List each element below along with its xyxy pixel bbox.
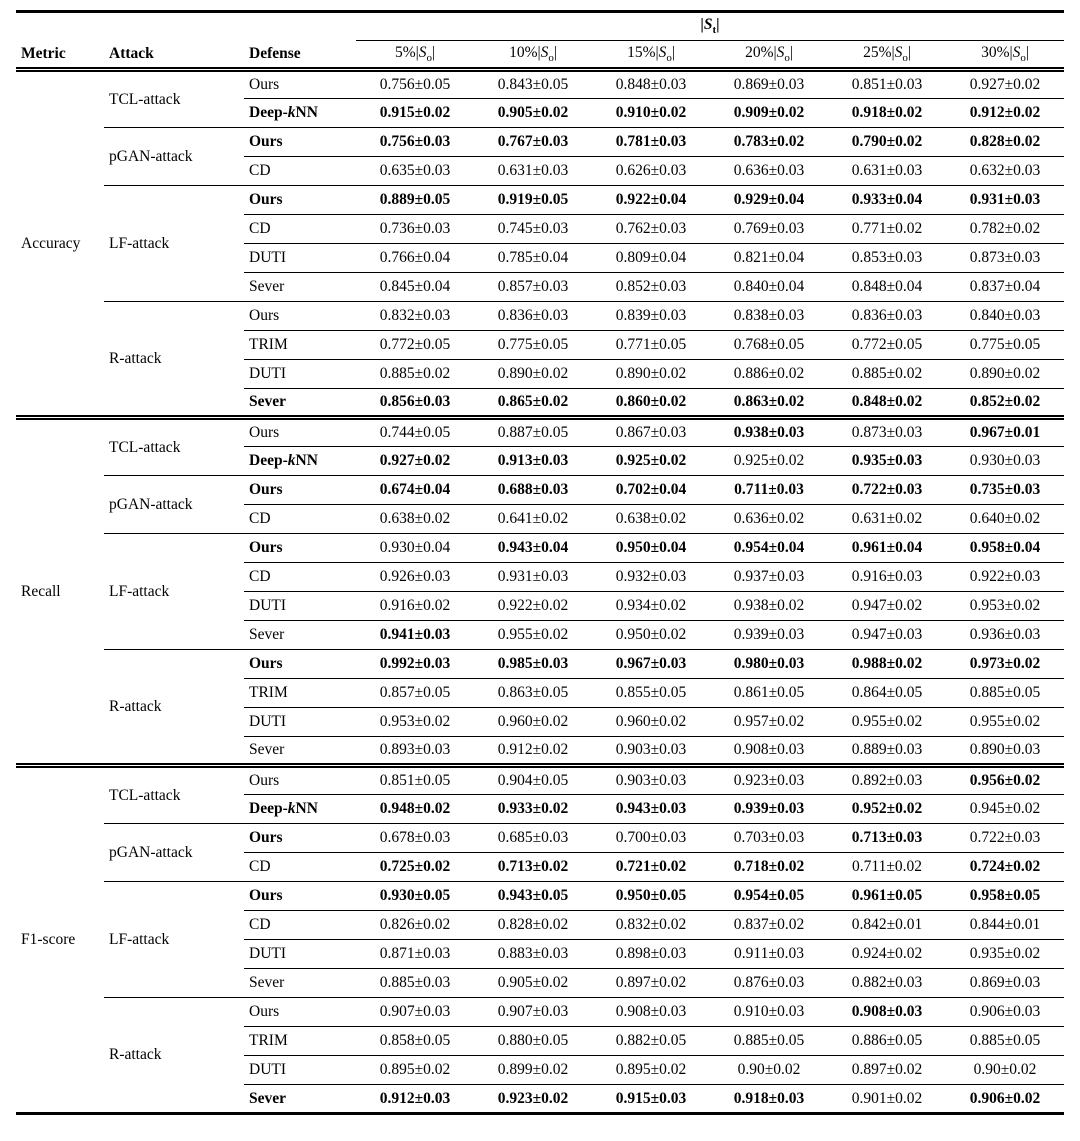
defense-label: DUTI <box>244 592 356 621</box>
value-cell: 0.924±0.02 <box>828 940 946 969</box>
value-cell: 0.852±0.02 <box>946 389 1064 418</box>
value-cell: 0.961±0.05 <box>828 882 946 911</box>
value-cell: 0.930±0.03 <box>946 447 1064 476</box>
value-cell: 0.922±0.03 <box>946 563 1064 592</box>
value-cell: 0.725±0.02 <box>356 853 474 882</box>
value-cell: 0.711±0.03 <box>710 476 828 505</box>
value-cell: 0.890±0.02 <box>592 360 710 389</box>
value-cell: 0.636±0.02 <box>710 505 828 534</box>
metric-column-header: Metric <box>16 41 104 70</box>
table-row <box>16 418 1064 447</box>
value-cell: 0.956±0.02 <box>946 766 1064 795</box>
value-cell: 0.935±0.02 <box>946 940 1064 969</box>
defense-label: Ours <box>249 76 280 93</box>
defense-column-header: Defense <box>244 41 356 70</box>
value-cell: 0.636±0.03 <box>710 157 828 186</box>
value-cell: 0.922±0.02 <box>474 592 592 621</box>
attack-label: TCL-attack <box>109 90 181 108</box>
value-cell: 0.864±0.05 <box>828 679 946 708</box>
defense-label: Ours <box>244 418 356 447</box>
value-cell: 0.936±0.03 <box>946 621 1064 650</box>
value-cell: 0.933±0.04 <box>828 186 946 215</box>
defense-label: DUTI <box>244 1056 356 1085</box>
value-cell: 0.958±0.05 <box>946 882 1064 911</box>
value-cell: 0.869±0.03 <box>733 76 805 93</box>
table-row <box>16 650 1064 679</box>
value-cell: 0.930±0.04 <box>356 534 474 563</box>
value-cell: 0.943±0.05 <box>474 882 592 911</box>
value-cell: 0.735±0.03 <box>946 476 1064 505</box>
value-cell: 0.839±0.03 <box>592 302 710 331</box>
value-cell: 0.828±0.02 <box>474 911 592 940</box>
value-cell: 0.869±0.03 <box>946 969 1064 998</box>
value-cell: 0.635±0.03 <box>356 157 474 186</box>
value-cell: 0.955±0.02 <box>474 621 592 650</box>
table-row <box>16 824 1064 853</box>
value-cell: 0.947±0.03 <box>828 621 946 650</box>
value-cell: 0.885±0.02 <box>356 360 474 389</box>
value-cell: 0.912±0.02 <box>474 737 592 766</box>
table-row <box>16 302 1064 331</box>
table-header <box>16 12 1064 70</box>
value-cell: 0.922±0.04 <box>592 186 710 215</box>
defense-label: Deep-kNN <box>244 99 356 128</box>
value-cell: 0.744±0.05 <box>356 418 474 447</box>
defense-label: CD <box>244 505 356 534</box>
value-cell: 0.688±0.03 <box>474 476 592 505</box>
so-column-header-4: $25\%|S_o|$ <box>828 41 946 70</box>
defense-label: Ours <box>244 302 356 331</box>
defense-label: TRIM <box>244 331 356 360</box>
value-cell: 0.724±0.02 <box>946 853 1064 882</box>
value-cell: 0.631±0.03 <box>474 157 592 186</box>
defense-label: CD <box>244 853 356 882</box>
value-cell: 0.702±0.04 <box>592 476 710 505</box>
value-cell: 0.903±0.03 <box>592 766 710 795</box>
value-cell: 0.948±0.02 <box>356 795 474 824</box>
value-cell: 0.772±0.05 <box>356 331 474 360</box>
value-cell: 0.775±0.05 <box>474 331 592 360</box>
value-cell: 0.832±0.02 <box>592 911 710 940</box>
value-cell: 0.934±0.02 <box>592 592 710 621</box>
value-cell: 0.766±0.04 <box>356 244 474 273</box>
value-cell: 0.901±0.02 <box>828 1085 946 1114</box>
table-row <box>16 534 1064 563</box>
defense-label: CD <box>244 911 356 940</box>
table-row <box>16 882 1064 911</box>
value-cell: 0.918±0.03 <box>710 1085 828 1114</box>
value-cell: 0.882±0.03 <box>828 969 946 998</box>
value-cell: 0.925±0.02 <box>592 447 710 476</box>
value-cell: 0.785±0.04 <box>474 244 592 273</box>
value-cell: 0.960±0.02 <box>592 708 710 737</box>
value-cell: 0.90±0.02 <box>710 1056 828 1085</box>
value-cell: 0.952±0.02 <box>828 795 946 824</box>
value-cell: 0.908±0.03 <box>710 737 828 766</box>
value-cell: 0.957±0.02 <box>710 708 828 737</box>
value-cell: 0.873±0.03 <box>828 418 946 447</box>
value-cell: 0.930±0.05 <box>356 882 474 911</box>
value-cell: 0.876±0.03 <box>710 969 828 998</box>
value-cell: 0.890±0.02 <box>474 360 592 389</box>
value-cell: 0.781±0.03 <box>592 128 710 157</box>
value-cell: 0.931±0.03 <box>474 563 592 592</box>
value-cell: 0.961±0.04 <box>828 534 946 563</box>
value-cell: 0.840±0.04 <box>710 273 828 302</box>
value-cell: 0.992±0.03 <box>356 650 474 679</box>
defense-label: Sever <box>244 969 356 998</box>
value-cell: 0.938±0.02 <box>710 592 828 621</box>
value-cell: 0.852±0.03 <box>592 273 710 302</box>
value-cell: 0.889±0.05 <box>356 186 474 215</box>
value-cell: 0.903±0.03 <box>592 737 710 766</box>
value-cell: 0.718±0.02 <box>710 853 828 882</box>
attack-label: pGAN-attack <box>104 128 244 186</box>
defense-label: Ours <box>244 824 356 853</box>
st-group-header: $|S_t|$ <box>356 12 1064 41</box>
value-cell: 0.826±0.02 <box>356 911 474 940</box>
defense-label: Ours <box>244 998 356 1027</box>
value-cell: 0.950±0.05 <box>592 882 710 911</box>
value-cell: 0.631±0.02 <box>828 505 946 534</box>
defense-label: DUTI <box>244 360 356 389</box>
value-cell: 0.832±0.03 <box>356 302 474 331</box>
table-row <box>16 70 1064 99</box>
value-cell: 0.703±0.03 <box>710 824 828 853</box>
value-cell: 0.848±0.03 <box>615 76 687 93</box>
value-cell: 0.836±0.03 <box>828 302 946 331</box>
value-cell: 0.908±0.03 <box>828 998 946 1027</box>
defense-label: Sever <box>244 273 356 302</box>
value-cell: 0.958±0.04 <box>946 534 1064 563</box>
value-cell: 0.911±0.03 <box>710 940 828 969</box>
value-cell: 0.840±0.03 <box>946 302 1064 331</box>
value-cell: 0.895±0.02 <box>592 1056 710 1085</box>
value-cell: 0.967±0.03 <box>592 650 710 679</box>
value-cell: 0.892±0.03 <box>828 766 946 795</box>
value-cell: 0.923±0.02 <box>474 1085 592 1114</box>
value-cell: 0.638±0.02 <box>356 505 474 534</box>
value-cell: 0.955±0.02 <box>828 708 946 737</box>
value-cell: 0.843±0.05 <box>497 76 569 93</box>
value-cell: 0.916±0.03 <box>828 563 946 592</box>
value-cell: 0.907±0.03 <box>356 998 474 1027</box>
value-cell: 0.836±0.03 <box>474 302 592 331</box>
value-cell: 0.925±0.02 <box>710 447 828 476</box>
value-cell: 0.937±0.03 <box>710 563 828 592</box>
value-cell: 0.845±0.04 <box>356 273 474 302</box>
value-cell: 0.967±0.01 <box>946 418 1064 447</box>
value-cell: 0.955±0.02 <box>946 708 1064 737</box>
value-cell: 0.722±0.03 <box>946 824 1064 853</box>
value-cell: 0.885±0.05 <box>946 679 1064 708</box>
value-cell: 0.867±0.03 <box>592 418 710 447</box>
defense-label: Ours <box>244 476 356 505</box>
value-cell: 0.943±0.04 <box>474 534 592 563</box>
value-cell: 0.912±0.02 <box>946 99 1064 128</box>
value-cell: 0.883±0.03 <box>474 940 592 969</box>
value-cell: 0.851±0.05 <box>356 766 474 795</box>
value-cell: 0.950±0.02 <box>592 621 710 650</box>
value-cell: 0.932±0.03 <box>592 563 710 592</box>
value-cell: 0.861±0.05 <box>710 679 828 708</box>
value-cell: 0.988±0.02 <box>828 650 946 679</box>
value-cell: 0.641±0.02 <box>474 505 592 534</box>
attack-label: R-attack <box>104 650 244 766</box>
value-cell: 0.782±0.02 <box>946 215 1064 244</box>
value-cell: 0.722±0.03 <box>828 476 946 505</box>
defense-label: Ours <box>244 128 356 157</box>
value-cell: 0.678±0.03 <box>356 824 474 853</box>
value-cell: 0.857±0.05 <box>356 679 474 708</box>
value-cell: 0.953±0.02 <box>946 592 1064 621</box>
defense-label: TRIM <box>244 679 356 708</box>
value-cell: 0.939±0.03 <box>710 795 828 824</box>
value-cell: 0.923±0.03 <box>710 766 828 795</box>
value-cell: 0.915±0.02 <box>356 99 474 128</box>
value-cell: 0.762±0.03 <box>592 215 710 244</box>
value-cell: 0.856±0.03 <box>356 389 474 418</box>
value-cell: 0.904±0.05 <box>474 766 592 795</box>
value-cell: 0.775±0.05 <box>946 331 1064 360</box>
value-cell: 0.873±0.03 <box>946 244 1064 273</box>
value-cell: 0.886±0.05 <box>828 1027 946 1056</box>
value-cell: 0.768±0.05 <box>710 331 828 360</box>
value-cell: 0.985±0.03 <box>474 650 592 679</box>
value-cell: 0.953±0.02 <box>356 708 474 737</box>
value-cell: 0.960±0.02 <box>474 708 592 737</box>
value-cell: 0.772±0.05 <box>828 331 946 360</box>
so-column-header-5: $30\%|S_o|$ <box>946 41 1064 70</box>
results-table <box>16 10 1064 1115</box>
value-cell: 0.871±0.03 <box>356 940 474 969</box>
table-row <box>16 766 1064 795</box>
attack-column-header: Attack <box>104 41 244 70</box>
value-cell: 0.897±0.02 <box>828 1056 946 1085</box>
defense-label: CD <box>244 563 356 592</box>
value-cell: 0.973±0.02 <box>946 650 1064 679</box>
value-cell: 0.933±0.02 <box>474 795 592 824</box>
value-cell: 0.945±0.02 <box>946 795 1064 824</box>
value-cell: 0.700±0.03 <box>592 824 710 853</box>
value-cell: 0.929±0.04 <box>710 186 828 215</box>
table-row <box>16 476 1064 505</box>
attack-label: pGAN-attack <box>104 824 244 882</box>
value-cell: 0.638±0.02 <box>592 505 710 534</box>
metric-label: Recall <box>16 418 104 766</box>
table-body <box>16 70 1064 1114</box>
value-cell: 0.855±0.05 <box>592 679 710 708</box>
value-cell: 0.897±0.02 <box>592 969 710 998</box>
value-cell: 0.745±0.03 <box>474 215 592 244</box>
value-cell: 0.783±0.02 <box>710 128 828 157</box>
defense-label: CD <box>244 157 356 186</box>
metric-label: F1-score <box>16 766 104 1114</box>
value-cell: 0.640±0.02 <box>946 505 1064 534</box>
value-cell: 0.769±0.03 <box>710 215 828 244</box>
value-cell: 0.927±0.02 <box>969 76 1041 93</box>
value-cell: 0.890±0.02 <box>946 360 1064 389</box>
value-cell: 0.954±0.05 <box>710 882 828 911</box>
defense-label: Sever <box>244 389 356 418</box>
value-cell: 0.947±0.02 <box>828 592 946 621</box>
value-cell: 0.905±0.02 <box>474 99 592 128</box>
value-cell: 0.905±0.02 <box>474 969 592 998</box>
value-cell: 0.771±0.02 <box>828 215 946 244</box>
so-column-header-1: $10\%|S_o|$ <box>474 41 592 70</box>
value-cell: 0.927±0.02 <box>356 447 474 476</box>
value-cell: 0.886±0.02 <box>710 360 828 389</box>
value-cell: 0.736±0.03 <box>356 215 474 244</box>
value-cell: 0.885±0.02 <box>828 360 946 389</box>
so-column-header-3: $20\%|S_o|$ <box>710 41 828 70</box>
value-cell: 0.935±0.03 <box>828 447 946 476</box>
value-cell: 0.950±0.04 <box>592 534 710 563</box>
value-cell: 0.893±0.03 <box>356 737 474 766</box>
defense-label: DUTI <box>244 244 356 273</box>
header-spacer <box>16 12 356 41</box>
value-cell: 0.913±0.03 <box>474 447 592 476</box>
attack-label: TCL-attack <box>104 418 244 476</box>
attack-label: R-attack <box>104 302 244 418</box>
value-cell: 0.711±0.02 <box>828 853 946 882</box>
defense-label: Ours <box>244 882 356 911</box>
value-cell: 0.910±0.02 <box>592 99 710 128</box>
attack-label: LF-attack <box>104 882 244 998</box>
value-cell: 0.821±0.04 <box>710 244 828 273</box>
attack-label: LF-attack <box>104 534 244 650</box>
value-cell: 0.943±0.03 <box>592 795 710 824</box>
table-row <box>16 186 1064 215</box>
value-cell: 0.848±0.02 <box>828 389 946 418</box>
value-cell: 0.858±0.05 <box>356 1027 474 1056</box>
value-cell: 0.931±0.03 <box>946 186 1064 215</box>
defense-label: Ours <box>244 766 356 795</box>
metric-label: Accuracy <box>21 234 81 252</box>
defense-label: Ours <box>244 186 356 215</box>
value-cell: 0.863±0.02 <box>710 389 828 418</box>
value-cell: 0.685±0.03 <box>474 824 592 853</box>
value-cell: 0.863±0.05 <box>474 679 592 708</box>
value-cell: 0.926±0.03 <box>356 563 474 592</box>
value-cell: 0.880±0.05 <box>474 1027 592 1056</box>
value-cell: 0.842±0.01 <box>828 911 946 940</box>
value-cell: 0.890±0.03 <box>946 737 1064 766</box>
value-cell: 0.908±0.03 <box>592 998 710 1027</box>
value-cell: 0.885±0.05 <box>946 1027 1064 1056</box>
value-cell: 0.848±0.04 <box>828 273 946 302</box>
value-cell: 0.790±0.02 <box>828 128 946 157</box>
value-cell: 0.767±0.03 <box>474 128 592 157</box>
value-cell: 0.626±0.03 <box>592 157 710 186</box>
value-cell: 0.860±0.02 <box>592 389 710 418</box>
value-cell: 0.918±0.02 <box>828 99 946 128</box>
value-cell: 0.885±0.05 <box>710 1027 828 1056</box>
value-cell: 0.837±0.02 <box>710 911 828 940</box>
defense-label: Sever <box>244 737 356 766</box>
attack-label: TCL-attack <box>104 766 244 824</box>
defense-label: Sever <box>244 621 356 650</box>
value-cell: 0.909±0.02 <box>710 99 828 128</box>
value-cell: 0.916±0.02 <box>356 592 474 621</box>
defense-label: Deep-kNN <box>244 447 356 476</box>
value-cell: 0.939±0.03 <box>710 621 828 650</box>
value-cell: 0.90±0.02 <box>946 1056 1064 1085</box>
defense-label: Sever <box>244 1085 356 1114</box>
value-cell: 0.895±0.02 <box>356 1056 474 1085</box>
defense-label: Ours <box>244 534 356 563</box>
value-cell: 0.713±0.03 <box>828 824 946 853</box>
defense-label: DUTI <box>244 940 356 969</box>
value-cell: 0.756±0.05 <box>379 76 451 93</box>
value-cell: 0.898±0.03 <box>592 940 710 969</box>
value-cell: 0.674±0.04 <box>356 476 474 505</box>
value-cell: 0.851±0.03 <box>851 76 923 93</box>
value-cell: 0.906±0.03 <box>946 998 1064 1027</box>
value-cell: 0.887±0.05 <box>474 418 592 447</box>
defense-label: CD <box>244 215 356 244</box>
value-cell: 0.885±0.03 <box>356 969 474 998</box>
value-cell: 0.837±0.04 <box>946 273 1064 302</box>
value-cell: 0.756±0.03 <box>356 128 474 157</box>
value-cell: 0.910±0.03 <box>710 998 828 1027</box>
value-cell: 0.844±0.01 <box>946 911 1064 940</box>
table-row <box>16 128 1064 157</box>
so-column-header-2: $15\%|S_o|$ <box>592 41 710 70</box>
value-cell: 0.954±0.04 <box>710 534 828 563</box>
value-cell: 0.915±0.03 <box>592 1085 710 1114</box>
value-cell: 0.713±0.02 <box>474 853 592 882</box>
value-cell: 0.632±0.03 <box>946 157 1064 186</box>
value-cell: 0.631±0.03 <box>828 157 946 186</box>
attack-label: LF-attack <box>104 186 244 302</box>
value-cell: 0.907±0.03 <box>474 998 592 1027</box>
value-cell: 0.853±0.03 <box>828 244 946 273</box>
table-row <box>16 998 1064 1027</box>
defense-label: Ours <box>244 650 356 679</box>
value-cell: 0.941±0.03 <box>356 621 474 650</box>
value-cell: 0.899±0.02 <box>474 1056 592 1085</box>
value-cell: 0.889±0.03 <box>828 737 946 766</box>
value-cell: 0.838±0.03 <box>710 302 828 331</box>
defense-label: DUTI <box>244 708 356 737</box>
value-cell: 0.865±0.02 <box>474 389 592 418</box>
value-cell: 0.809±0.04 <box>592 244 710 273</box>
attack-label: pGAN-attack <box>104 476 244 534</box>
value-cell: 0.721±0.02 <box>592 853 710 882</box>
value-cell: 0.919±0.05 <box>474 186 592 215</box>
so-column-header-0: $5\%|S_o|$ <box>356 41 474 70</box>
value-cell: 0.938±0.03 <box>710 418 828 447</box>
defense-label: TRIM <box>244 1027 356 1056</box>
value-cell: 0.980±0.03 <box>710 650 828 679</box>
value-cell: 0.882±0.05 <box>592 1027 710 1056</box>
value-cell: 0.857±0.03 <box>474 273 592 302</box>
value-cell: 0.906±0.02 <box>946 1085 1064 1114</box>
defense-label: Deep-kNN <box>244 795 356 824</box>
value-cell: 0.912±0.03 <box>356 1085 474 1114</box>
attack-label: R-attack <box>104 998 244 1114</box>
value-cell: 0.771±0.05 <box>592 331 710 360</box>
value-cell: 0.828±0.02 <box>946 128 1064 157</box>
